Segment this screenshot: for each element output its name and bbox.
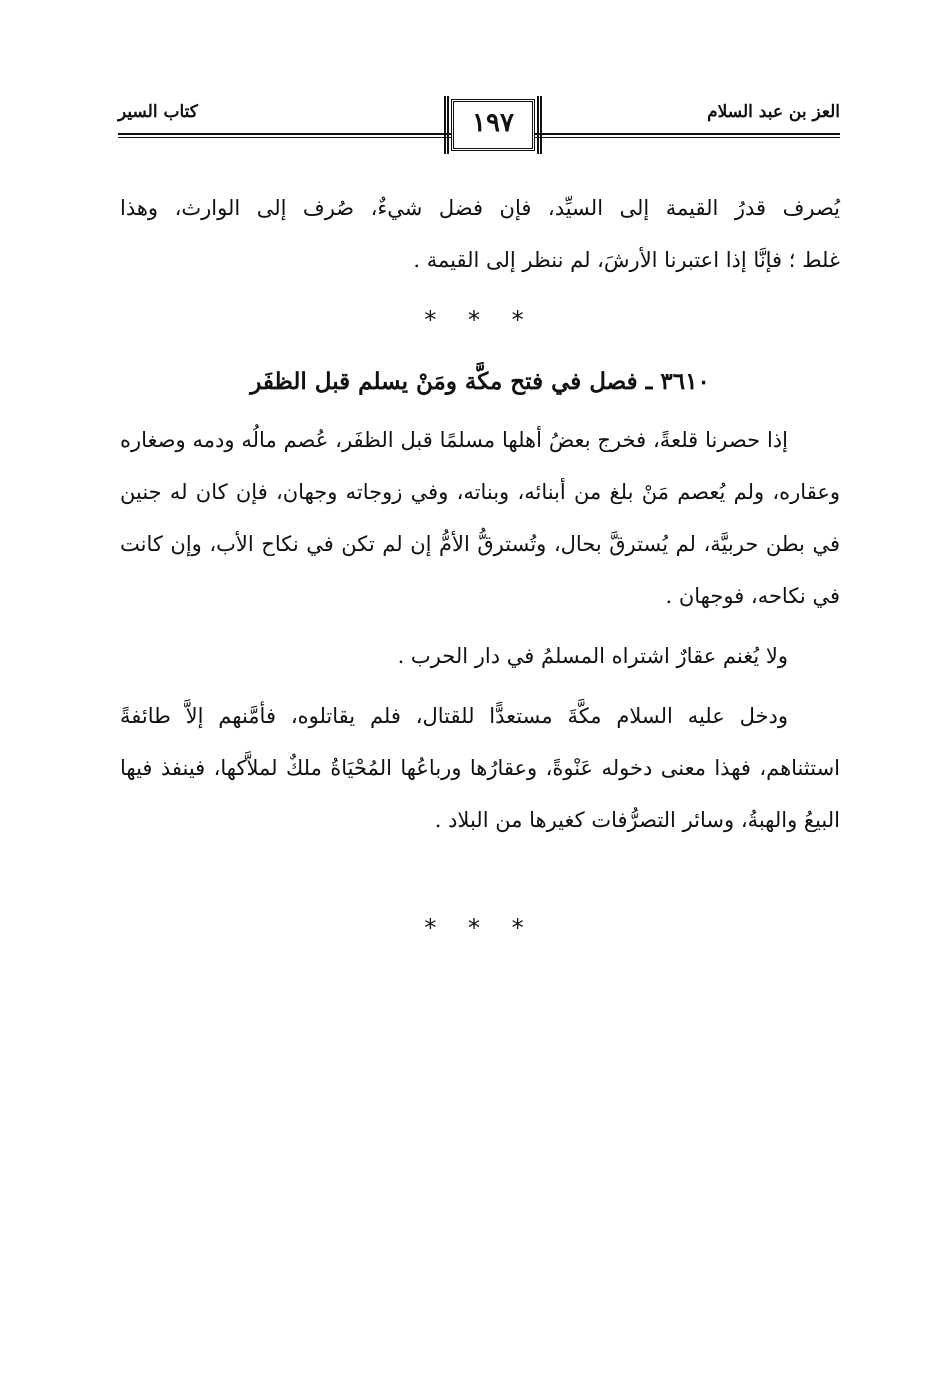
paragraph-real-estate: ولا يُغنم عقارٌ اشتراه المسلمُ في دار الحرب .	[397, 644, 788, 668]
page-header	[118, 92, 840, 172]
book-section-running-head: كتاب السير	[118, 102, 198, 122]
end-separator: * * *	[424, 914, 536, 942]
paragraph-continued-line-1: يُصرف قدرُ القيمة إلى السيِّد، فإن فضل شيءٌ، صُرف إلى الوارث، وهذا	[120, 196, 840, 220]
author-running-head: العز بن عبد السلام	[707, 102, 840, 122]
paragraph-fortress: إذا حصرنا قلعةً، فخرج بعضُ أهلها مسلمًا قبل الظفَر، عُصم مالُه ودمه وصغاره وعقاره، ولم يُعصم مَنْ بلغ من أبنائه، وبناته، وفي زوجاته وجهان، فإن كان له جنين في بطن حربيَّة، لم يُسترقَّ بحال، وتُسترقُّ الأمُّ إن لم تكن في نكاح الأب، وإن كانت في نكاحه، فوجهان .	[120, 428, 840, 608]
section-separator: * * *	[424, 306, 536, 334]
page-number: ١٩٧	[472, 108, 514, 138]
page-body	[120, 182, 840, 964]
page-number-frame	[451, 99, 535, 151]
paragraph-continued-line-2: غلط ؛ فإنَّا إذا اعتبرنا الأرشَ، لم ننظر إلى القيمة .	[413, 248, 840, 272]
paragraph-conquest-of-mecca: ودخل عليه السلام مكَّةَ مستعدًّا للقتال، فلم يقاتلوه، فأمَّنهم إلاَّ طائفةً استثناهم، فهذا معنى دخوله عَنْوةً، وعقارُها ورباعُها المُحْيَاةُ ملكٌ لملاَّكها، فينفذ فيها البيعُ والهبةُ، وسائر التصرُّفات كغيرها من البلاد .	[120, 704, 840, 832]
section-heading: ٣٦١٠ ـ فصل في فتح مكَّة ومَنْ يسلم قبل الظفَر	[250, 368, 710, 395]
